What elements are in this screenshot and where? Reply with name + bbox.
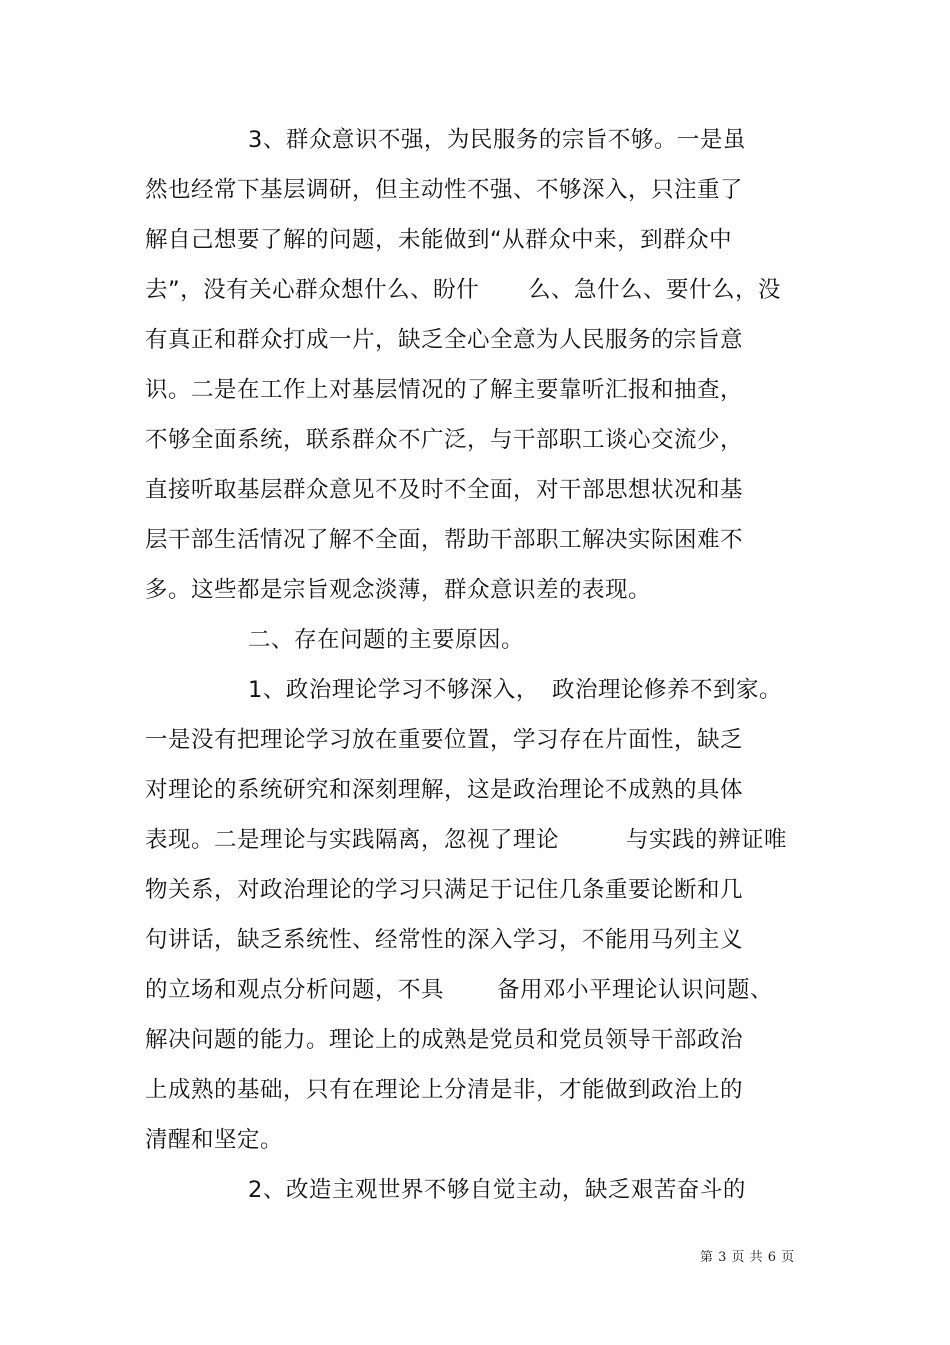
text-line: 物关系，对政治理论的学习只满足于记住几条重要论断和几 [145,877,744,903]
text-line: 然也经常下基层调研，但主动性不强、不够深入，只注重了 [145,177,744,203]
text-line: 多。这些都是宗旨观念淡薄，群众意识差的表现。 [145,577,652,603]
text-line: 的立场和观点分析问题，不具 [145,977,445,1003]
text-line: 解决问题的能力。理论上的成熟是党员和党员领导干部政治 [145,1027,744,1053]
text-line: 3、群众意识不强，为民服务的宗旨不够。一是虽 [248,127,746,153]
text-line: 上成熟的基础，只有在理论上分清是非，才能做到政治上的 [145,1077,744,1103]
text-line: 直接听取基层群众意见不及时不全面，对干部思想状况和基 [145,477,744,503]
text-line: 表现。二是理论与实践隔离，忽视了理论 [145,827,560,853]
text-line: 解自己想要了解的问题，未能做到“从群众中来，到群众中 [145,227,733,253]
text-line: 识。二是在工作上对基层情况的了解主要靠听汇报和抽查， [145,377,744,403]
text-line: 政治理论修养不到家。 [552,677,783,703]
text-line: 么、急什么、要什么，没 [528,277,782,303]
page-number-footer: 第 3 页 共 6 页 [700,1250,795,1265]
text-line: 不够全面系统，联系群众不广泛，与干部职工谈心交流少， [145,427,744,453]
section-heading: 二、存在问题的主要原因。 [248,627,525,653]
text-line: 去”，没有关心群众想什么、盼什 [145,277,480,303]
text-line: 对理论的系统研究和深刻理解，这是政治理论不成熟的具体 [145,777,744,803]
text-line: 与实践的辨证唯 [626,827,788,853]
text-line: 备用邓小平理论认识问题、 [497,977,774,1003]
text-line: 一是没有把理论学习放在重要位置，学习存在片面性，缺乏 [145,727,744,753]
text-line: 有真正和群众打成一片，缺乏全心全意为人民服务的宗旨意 [145,327,744,353]
text-line: 层干部生活情况了解不全面，帮助干部职工解决实际困难不 [145,527,744,553]
text-line: 清醒和坚定。 [145,1127,284,1153]
text-line: 1、政治理论学习不够深入， [248,677,539,703]
text-line: 2、改造主观世界不够自觉主动，缺乏艰苦奋斗的 [248,1177,746,1203]
text-line: 句讲话，缺乏系统性、经常性的深入学习，不能用马列主义 [145,927,744,953]
